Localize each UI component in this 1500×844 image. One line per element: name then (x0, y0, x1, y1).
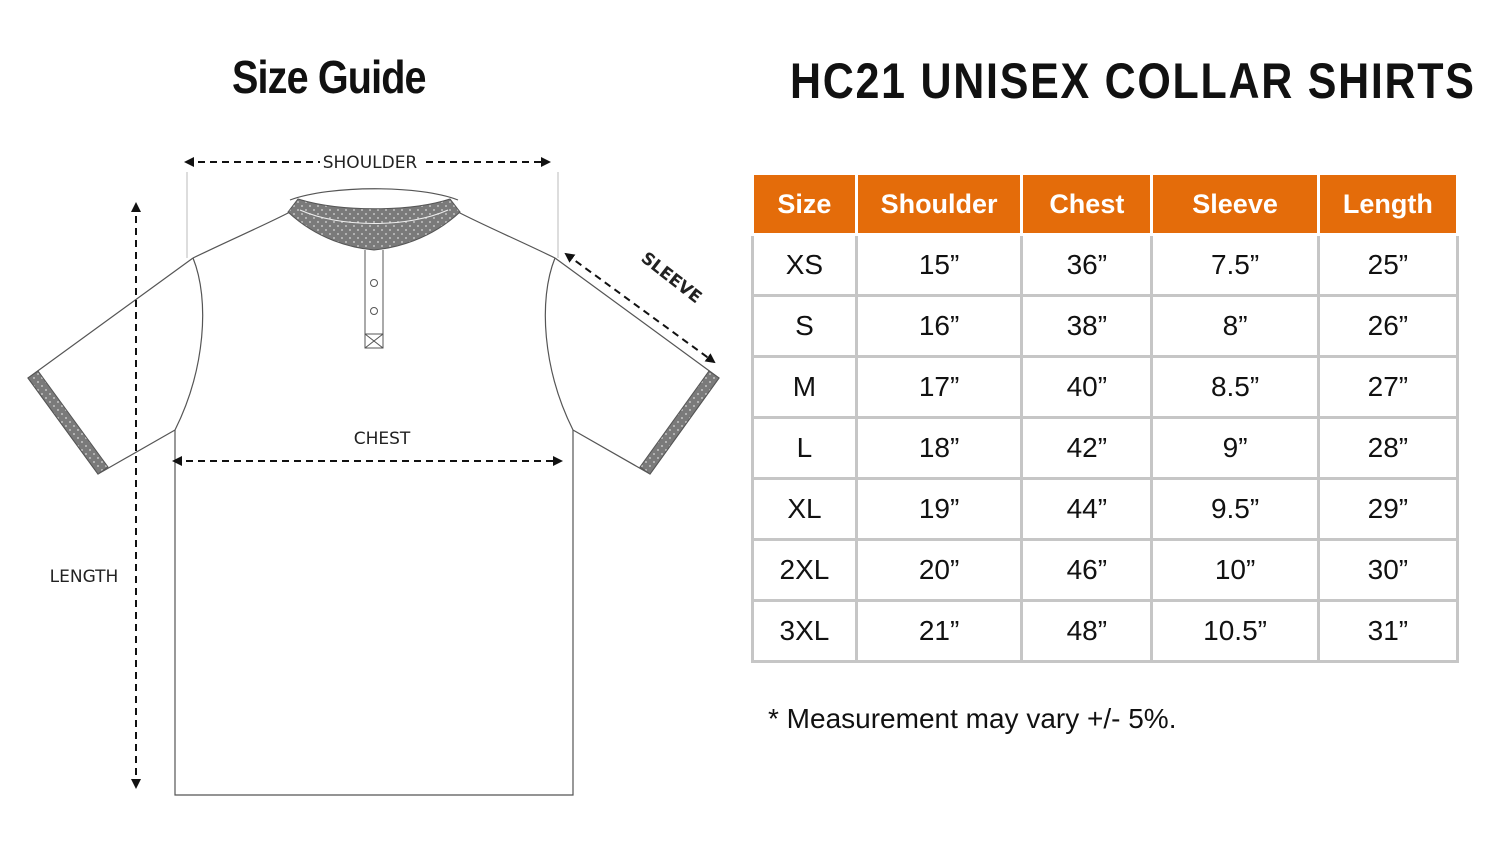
length-cell: 30” (1318, 540, 1457, 601)
table-row (753, 235, 1458, 296)
column-header-size: Size (753, 174, 857, 235)
shoulder-cell: 16” (856, 296, 1021, 357)
sleeve-cell: 10.5” (1152, 601, 1318, 662)
shoulder-cell: 17” (856, 357, 1021, 418)
length-cell: 28” (1318, 418, 1457, 479)
table-row (753, 357, 1458, 418)
chest-cell: 40” (1022, 357, 1152, 418)
shoulder-cell: 15” (856, 235, 1021, 296)
size-cell: XS (753, 235, 857, 296)
sleeve-label: SLEEVE (636, 248, 706, 308)
shirt-diagram (0, 0, 740, 844)
size-cell: S (753, 296, 857, 357)
chest-cell: 42” (1022, 418, 1152, 479)
chest-cell: 46” (1022, 540, 1152, 601)
table-row (753, 418, 1458, 479)
sleeve-cell: 8” (1152, 296, 1318, 357)
button-icon (371, 280, 378, 287)
collar-trim (288, 199, 460, 250)
right-cuff (640, 371, 719, 474)
table-row (753, 296, 1458, 357)
column-header-shoulder: Shoulder (856, 174, 1021, 235)
chest-cell: 48” (1022, 601, 1152, 662)
length-cell: 27” (1318, 357, 1457, 418)
product-title: HC21 UNISEX COLLAR SHIRTS (790, 53, 1476, 109)
size-cell: M (753, 357, 857, 418)
size-cell: 2XL (753, 540, 857, 601)
size-cell: XL (753, 479, 857, 540)
measurement-footnote: * Measurement may vary +/- 5%. (768, 703, 1177, 734)
length-cell: 29” (1318, 479, 1457, 540)
sleeve-arrow (566, 254, 714, 362)
table-header-row (753, 174, 1458, 235)
sleeve-cell: 8.5” (1152, 357, 1318, 418)
shoulder-cell: 20” (856, 540, 1021, 601)
button-icon (371, 308, 378, 315)
size-table (751, 172, 1459, 663)
length-cell: 26” (1318, 296, 1457, 357)
length-cell: 25” (1318, 235, 1457, 296)
sleeve-cell: 10” (1152, 540, 1318, 601)
sleeve-cell: 9.5” (1152, 479, 1318, 540)
shoulder-cell: 18” (856, 418, 1021, 479)
chest-cell: 38” (1022, 296, 1152, 357)
shoulder-cell: 21” (856, 601, 1021, 662)
sleeve-cell: 7.5” (1152, 235, 1318, 296)
chest-label: CHEST (353, 429, 411, 449)
table-row (753, 540, 1458, 601)
table-row (753, 601, 1458, 662)
left-cuff (28, 371, 108, 474)
table-row (753, 479, 1458, 540)
size-guide-title: Size Guide (232, 51, 426, 103)
length-label: LENGTH (49, 567, 119, 587)
placket (365, 250, 383, 348)
size-cell: 3XL (753, 601, 857, 662)
size-cell: L (753, 418, 857, 479)
shoulder-cell: 19” (856, 479, 1021, 540)
sleeve-cell: 9” (1152, 418, 1318, 479)
column-header-length: Length (1318, 174, 1457, 235)
length-cell: 31” (1318, 601, 1457, 662)
chest-cell: 44” (1022, 479, 1152, 540)
shoulder-label: SHOULDER (322, 153, 418, 173)
column-header-chest: Chest (1022, 174, 1152, 235)
chest-cell: 36” (1022, 235, 1152, 296)
column-header-sleeve: Sleeve (1152, 174, 1318, 235)
